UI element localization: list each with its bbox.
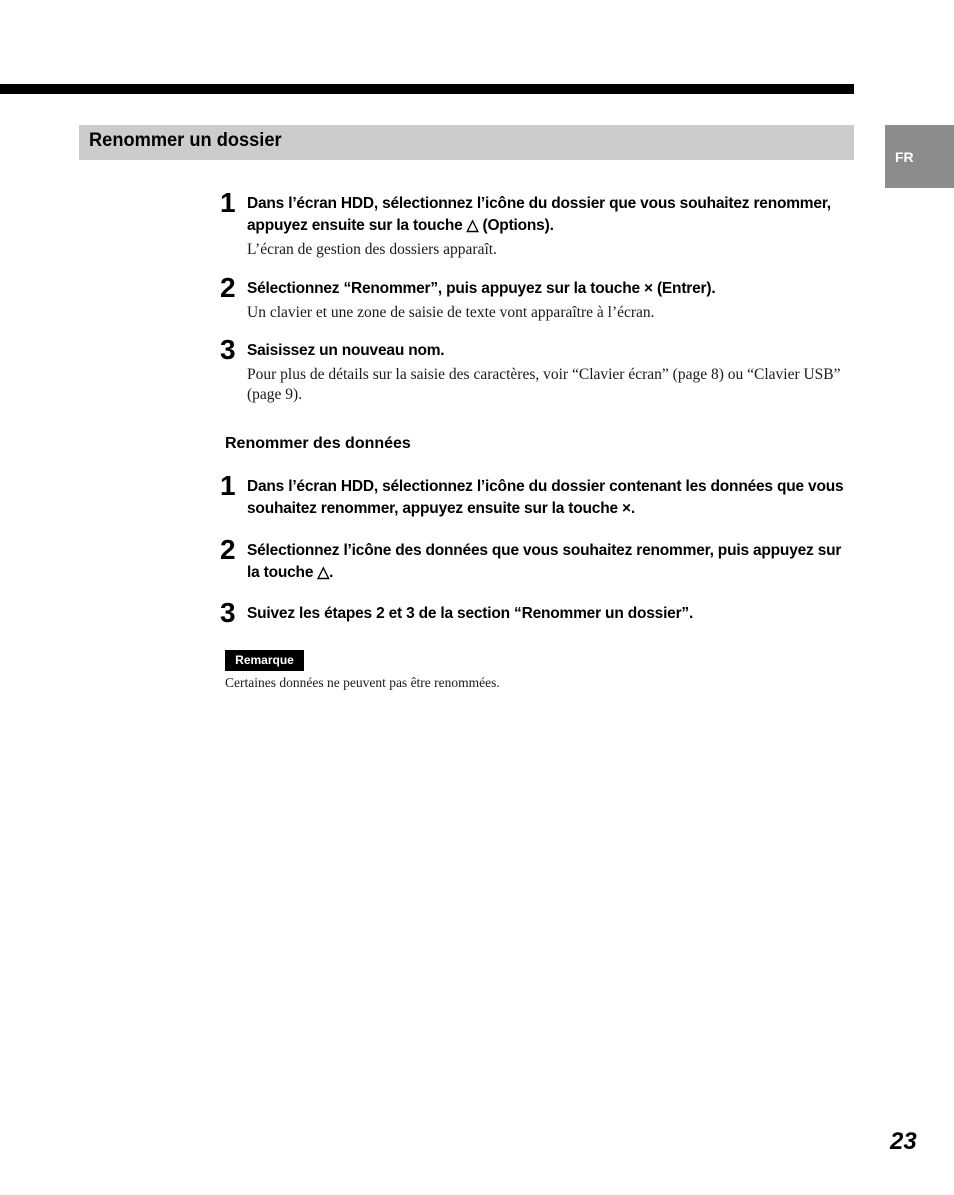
- page-number: 23: [890, 1128, 917, 1155]
- step-note: Un clavier et une zone de saisie de texte vont apparaître à l’écran.: [247, 304, 655, 321]
- step-instruction: Sélectionnez “Renommer”, puis appuyez sur la touche × (Entrer).: [247, 280, 716, 297]
- language-tab: [885, 125, 954, 188]
- step-item: [220, 187, 850, 260]
- section-title: Renommer un dossier: [89, 130, 282, 151]
- step-instruction: Saisissez un nouveau nom.: [247, 342, 445, 359]
- top-rule: [0, 84, 854, 94]
- step-item: [220, 470, 850, 520]
- step-item: [220, 272, 850, 323]
- step-number: 3: [220, 334, 236, 365]
- step-number: 2: [220, 534, 236, 565]
- step-note: L’écran de gestion des dossiers apparaît.: [247, 241, 497, 258]
- step-note: Pour plus de détails sur la saisie des caractères, voir “Clavier écran” (page 8) ou “Clavier USB” (page 9).: [247, 366, 841, 403]
- section-header: [79, 125, 854, 160]
- step-instruction: Sélectionnez l’icône des données que vous souhaitez renommer, puis appuyez sur la touche △.: [247, 542, 842, 581]
- step-instruction: Suivez les étapes 2 et 3 de la section “Renommer un dossier”.: [247, 605, 694, 622]
- subsection-title: Renommer des données: [225, 435, 411, 452]
- remark-badge: Remarque: [225, 650, 304, 671]
- step-instruction: Dans l’écran HDD, sélectionnez l’icône du dossier contenant les données que vous souhaitez renommer, appuyez ensuite sur la touche ×.: [247, 478, 844, 517]
- language-tab-label: FR: [895, 149, 914, 165]
- step-item: [220, 334, 850, 405]
- step-item: [220, 534, 850, 584]
- step-number: 1: [220, 187, 236, 218]
- step-number: 2: [220, 272, 236, 303]
- step-number: 1: [220, 470, 236, 501]
- step-number: 3: [220, 597, 236, 628]
- remark-text: Certaines données ne peuvent pas être renommées.: [225, 675, 500, 690]
- step-instruction: Dans l’écran HDD, sélectionnez l’icône du dossier que vous souhaitez renommer, appuyez ensuite sur la touche △ (Options).: [247, 195, 831, 234]
- step-item: [220, 597, 850, 628]
